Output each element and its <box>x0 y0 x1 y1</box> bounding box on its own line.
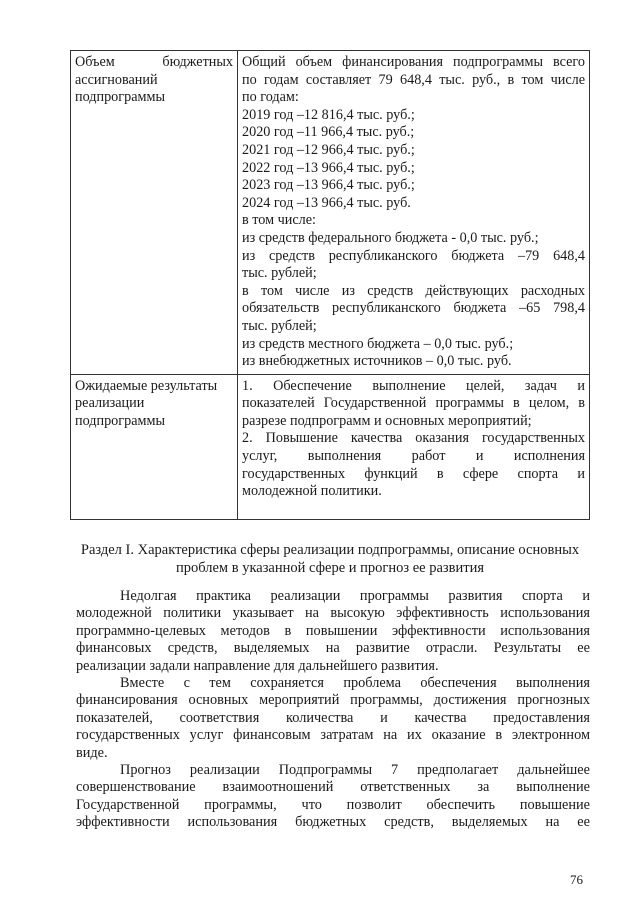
value-line: из средств республиканского бюджета –79 648,4 <box>242 247 585 264</box>
value-line: по годам составляет 79 648,4 тыс. руб., в том числе <box>242 71 585 88</box>
value-line: в том числе из средств действующих расходных <box>242 282 585 299</box>
table-row <box>71 374 590 519</box>
body-text <box>76 588 590 832</box>
value-line: в том числе: <box>242 212 316 229</box>
value-cell-budget <box>238 51 590 375</box>
value-line: показателей Государственной программы в целом, в <box>242 395 585 412</box>
label-line: ассигнований <box>75 71 158 88</box>
value-line: государственных функций в сфере спорта и <box>242 465 585 482</box>
label-line: подпрограммы <box>75 412 165 429</box>
section-heading-line: Раздел I. Характеристика сферы реализации подпрограммы, описание основных <box>80 542 580 558</box>
paragraph-line: показателей, соответствия количества и качества предоставления <box>76 709 590 726</box>
paragraph-line: Прогноз реализации Подпрограммы 7 предполагает дальнейшее <box>120 762 590 779</box>
paragraph-line: эффективности использования бюджетных средств, выделяемых на ее <box>76 814 590 831</box>
paragraph-line: реализации задали направление для дальнейшего развития. <box>76 657 439 674</box>
value-line: тыс. рублей; <box>242 317 317 334</box>
label-cell-results <box>71 374 238 519</box>
paragraph-line: совершенствование взаимоотношений ответственных за выполнение <box>76 779 590 796</box>
value-line: из внебюджетных источников – 0,0 тыс. руб. <box>242 353 512 370</box>
section-heading <box>70 541 590 577</box>
paragraph-line: финансовых средств, выделяемых на развитие отрасли. Результаты ее <box>76 640 590 657</box>
paragraph-line: Государственной программы, что позволит обеспечить повышение <box>76 796 590 813</box>
value-line: 1. Обеспечение выполнение целей, задач и <box>242 377 585 394</box>
value-line: 2. Повышение качества оказания государственных <box>242 430 585 447</box>
paragraph-line: молодежной политики указывает на высокую эффективность использования <box>76 605 590 622</box>
value-line: тыс. рублей; <box>242 265 317 282</box>
section-heading-line: проблем в указанной сфере и прогноз ее развития <box>175 560 485 576</box>
value-line: 2024 год –13 966,4 тыс. руб. <box>242 194 411 211</box>
value-line: обязательств республиканского бюджета –65 798,4 <box>242 300 585 317</box>
value-line: молодежной политики. <box>242 483 382 500</box>
value-line: 2022 год –13 966,4 тыс. руб.; <box>242 159 415 176</box>
label-line: реализации <box>75 395 145 412</box>
value-line: из средств федерального бюджета - 0,0 тыс. руб.; <box>242 229 539 246</box>
value-line: из средств местного бюджета – 0,0 тыс. руб.; <box>242 335 514 352</box>
paragraph-line: государственных услуг финансовым затратам на их оказание в электронном <box>76 727 590 744</box>
value-cell-results <box>238 374 590 519</box>
label-cell-budget <box>71 51 238 375</box>
table-row <box>71 51 590 375</box>
label-line: Объем бюджетных <box>75 54 233 70</box>
paragraph-line: Вместе с тем сохраняется проблема обеспечения выполнения <box>120 675 590 692</box>
value-line: 2023 год –13 966,4 тыс. руб.; <box>242 177 415 194</box>
value-line: Общий объем финансирования подпрограммы всего <box>242 54 585 70</box>
label-line: подпрограммы <box>75 89 165 106</box>
value-line: 2020 год –11 966,4 тыс. руб.; <box>242 124 415 141</box>
value-line: услуг, выполнения работ и исполнения <box>242 448 585 465</box>
paragraph <box>76 675 590 762</box>
paragraph <box>76 588 590 675</box>
paragraph <box>76 762 590 832</box>
paragraph-line: программно-целевых методов в повышении эффективности использования <box>76 622 590 639</box>
value-line: разрезе подпрограмм и основных мероприятий; <box>242 412 532 429</box>
paragraph-line: финансирования основных мероприятий программы, достижения прогнозных <box>76 692 590 709</box>
paragraph-line: Недолгая практика реализации программы развития спорта и <box>120 588 590 604</box>
label-line: Ожидаемые результаты <box>75 377 218 394</box>
value-line: 2019 год –12 816,4 тыс. руб.; <box>242 106 415 123</box>
paragraph-line: виде. <box>76 744 108 761</box>
subprogram-passport-table <box>70 50 590 520</box>
value-line: по годам: <box>242 89 299 106</box>
value-line: 2021 год –12 966,4 тыс. руб.; <box>242 141 415 158</box>
page-number: 76 <box>570 872 583 887</box>
